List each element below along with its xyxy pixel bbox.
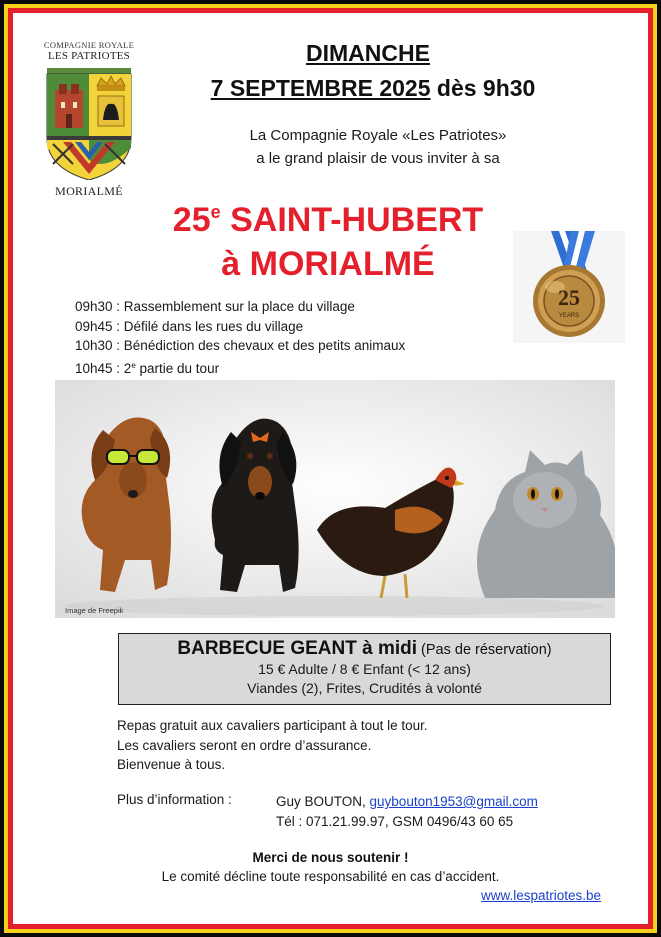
medal-number: 25 <box>558 285 580 310</box>
contact-email-link[interactable]: guybouton1953@gmail.com <box>369 794 538 809</box>
schedule-item <box>75 356 495 379</box>
animals-photo <box>55 380 615 618</box>
schedule-item: 09h30 : Rassemblement sur la place du village <box>75 299 355 314</box>
title-name: SAINT-HUBERT <box>220 201 484 239</box>
title-ordinal: e <box>210 202 221 222</box>
event-title-line-2: à MORIALMÉ <box>221 245 435 283</box>
event-day: DIMANCHE <box>306 40 430 66</box>
invite-line-2: a le grand plaisir de vous inviter à sa <box>256 150 500 167</box>
note-line: Les cavaliers seront en ordre d’assurance. <box>117 737 372 753</box>
note-line: Bienvenue à tous. <box>117 757 226 772</box>
crest-top-line2: LES PATRIOTES <box>48 50 130 62</box>
crest-bottom-label: MORIALMÉ <box>55 184 123 198</box>
event-date: 7 SEPTEMBRE 2025 <box>210 75 431 101</box>
barbecue-box <box>118 633 611 705</box>
schedule-list <box>75 297 495 378</box>
anniversary-medal-icon <box>513 231 625 343</box>
event-title <box>113 190 543 286</box>
website-link[interactable]: www.lespatriotes.be <box>481 888 602 903</box>
contact-name: Guy BOUTON, <box>276 794 370 809</box>
contact-details <box>276 792 538 831</box>
event-date-time <box>163 75 583 102</box>
schedule-item-ordinal: e <box>131 360 136 370</box>
coat-of-arms-icon <box>43 68 135 180</box>
barbecue-prices: 15 € Adulte / 8 € Enfant (< 12 ans) <box>258 661 471 677</box>
barbecue-title <box>119 638 610 660</box>
title-number: 25 <box>172 201 211 239</box>
event-time: dès 9h30 <box>430 75 536 101</box>
crest-top-line1: COMPAGNIE ROYALE <box>43 40 135 50</box>
schedule-item: 09h45 : Défilé dans les rues du village <box>75 318 304 334</box>
rider-notes <box>117 716 537 775</box>
event-title-line-1 <box>113 190 543 242</box>
note-line: Repas gratuit aux cavaliers participant à tout le tour. <box>117 718 428 733</box>
barbecue-menu: Viandes (2), Frites, Crudités à volonté <box>247 680 482 696</box>
barbecue-reservation-note: (Pas de réservation) <box>417 642 552 658</box>
invitation-text <box>183 124 573 170</box>
barbecue-title-text: BARBECUE GEANT à midi <box>177 638 418 659</box>
invite-line-1: La Compagnie Royale «Les Patriotes» <box>249 127 507 144</box>
medal-caption: YEARS <box>558 313 580 319</box>
poster-page <box>13 13 648 924</box>
schedule-item-prefix: 10h45 : 2 <box>75 360 132 376</box>
contact-name-line <box>276 792 538 812</box>
schedule-item-suffix: partie du tour <box>135 360 220 376</box>
schedule-item: 10h30 : Bénédiction des chevaux et des petits animaux <box>75 338 406 353</box>
thanks-text: Merci de nous soutenir ! <box>252 850 409 865</box>
disclaimer-text: Le comité décline toute responsabilité en cas d’accident. <box>161 869 500 884</box>
contact-phones: Tél : 071.21.99.97, GSM 0496/43 60 65 <box>276 813 514 829</box>
contact-label: Plus d’information : <box>117 792 232 807</box>
photo-credit: Image de Freepik <box>65 606 124 615</box>
